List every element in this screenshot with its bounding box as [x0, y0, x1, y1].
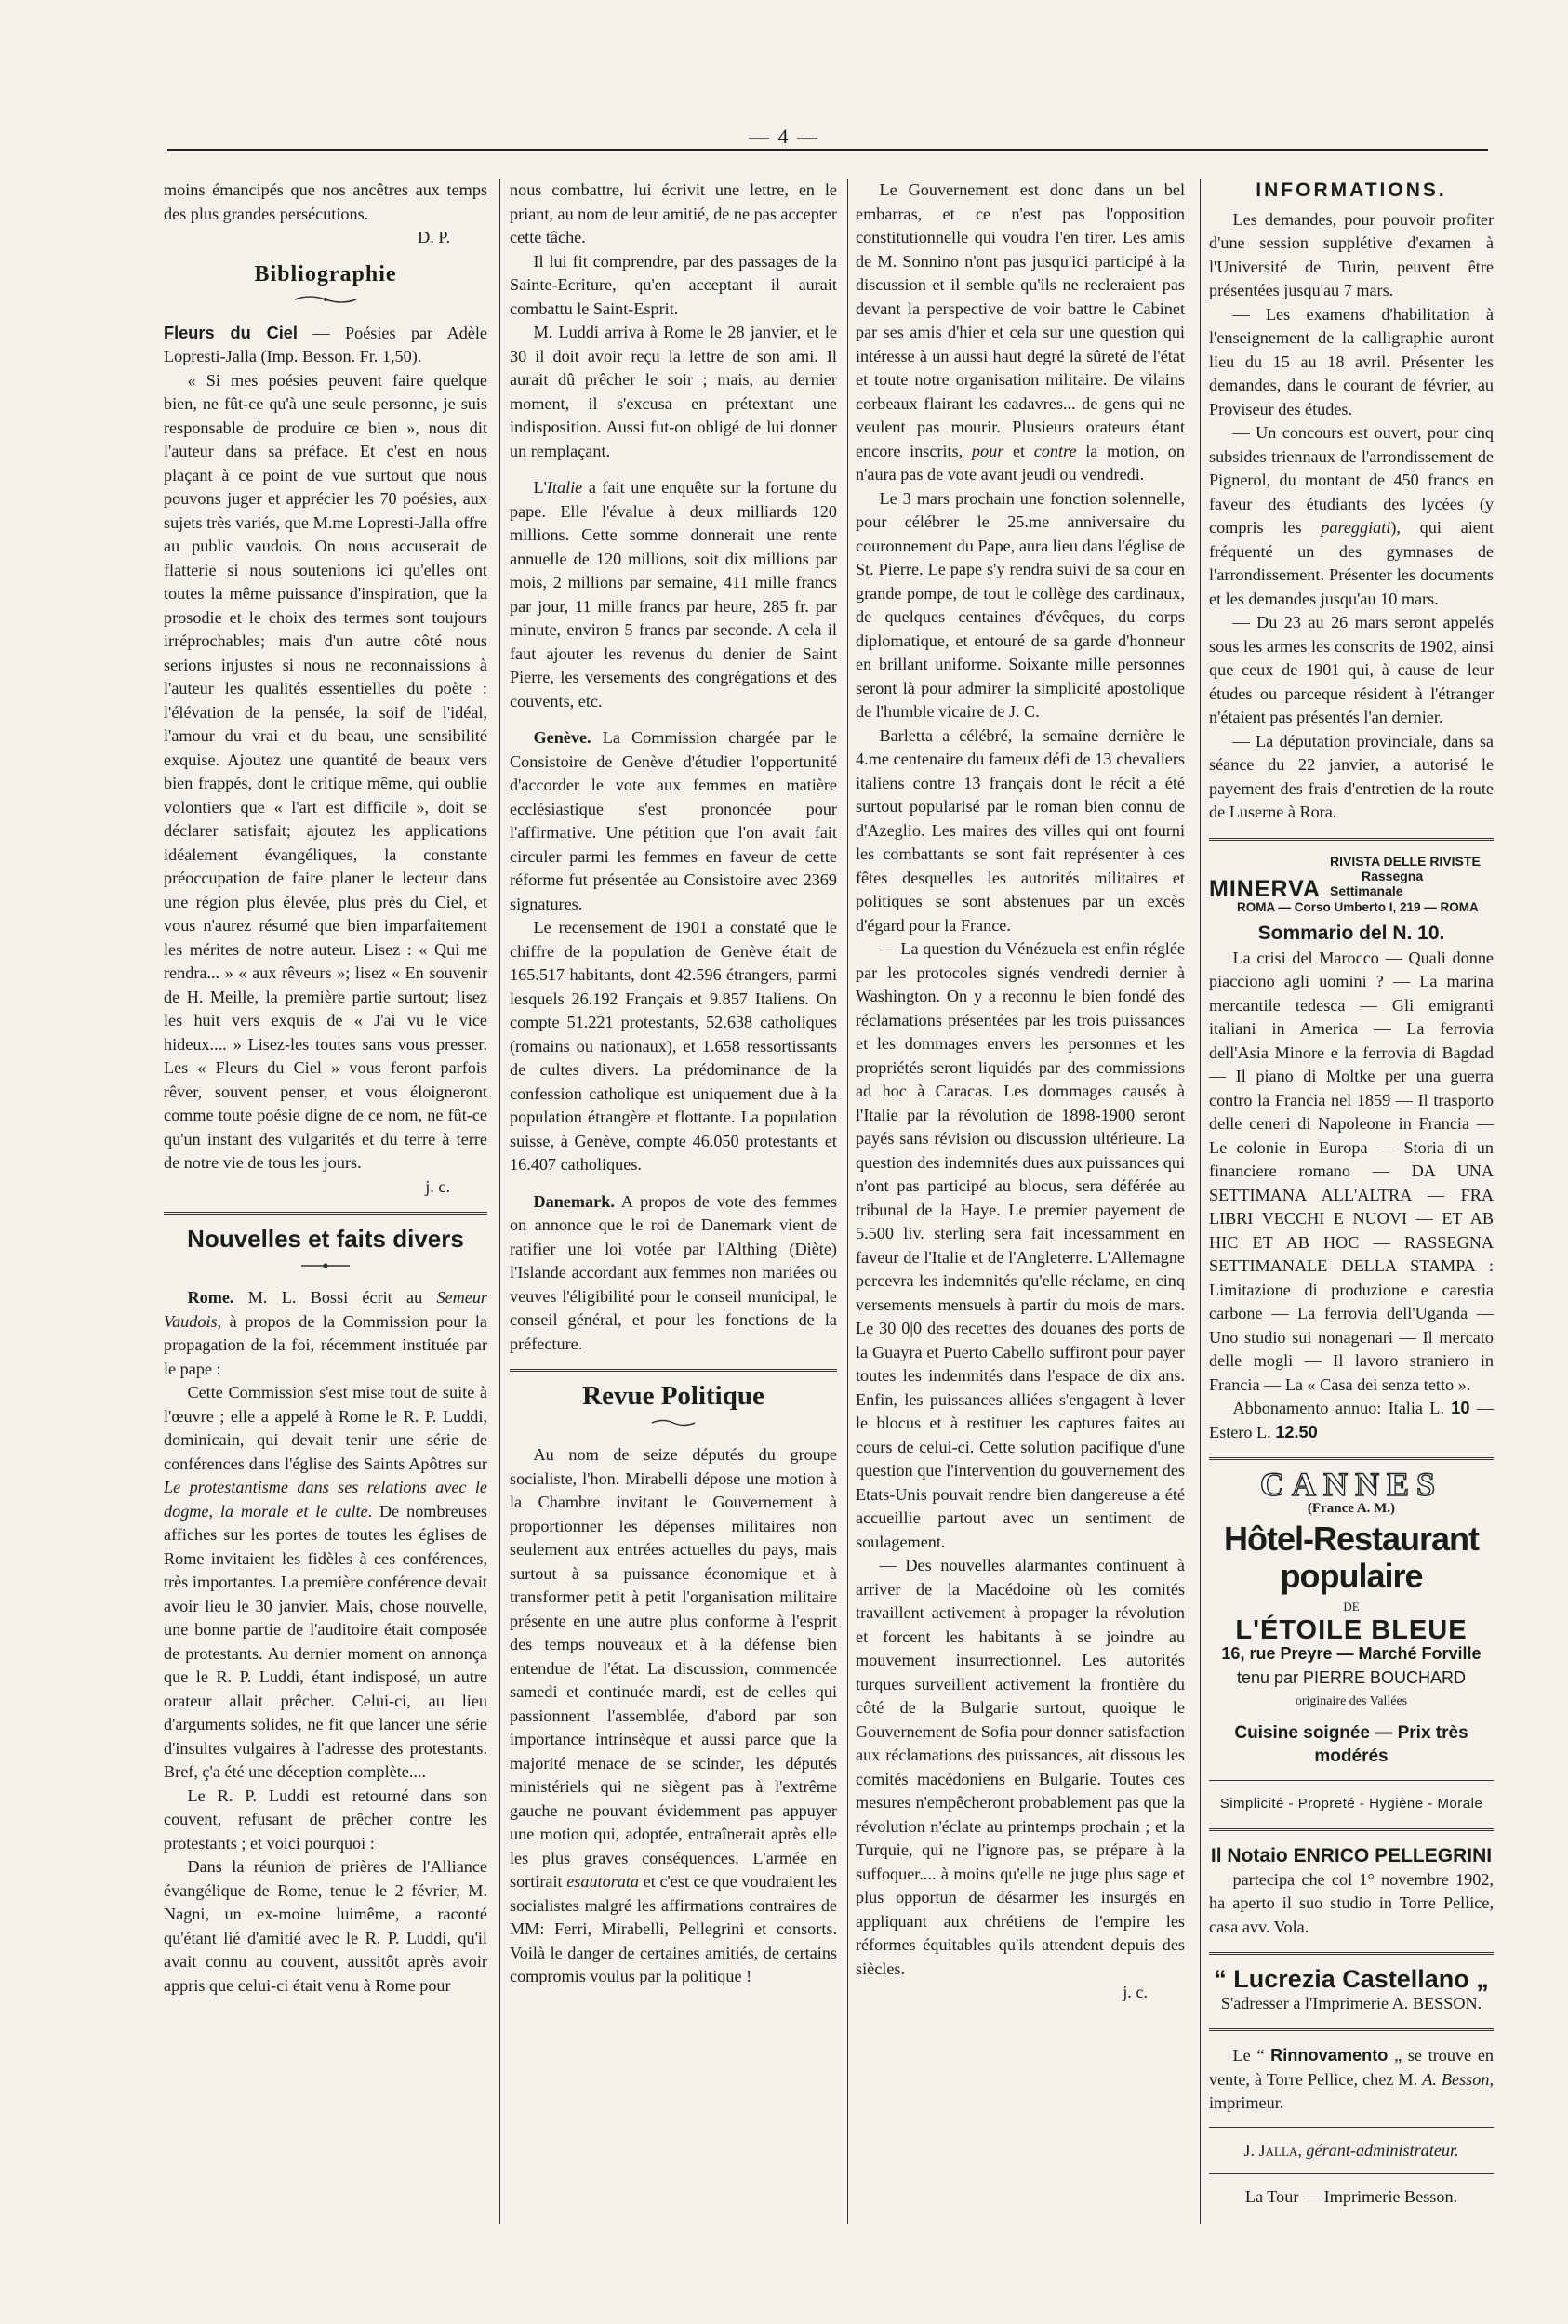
- section-heading-nouvelles: Nouvelles et faits divers: [187, 1225, 464, 1253]
- signature: D. P.: [418, 228, 450, 246]
- divider: [1209, 838, 1494, 841]
- divider: [510, 1369, 837, 1372]
- subscription: Abbonamento annuo: Italia L. 10 — Estero L. 12.50: [1209, 1399, 1495, 1441]
- divider: [1209, 2127, 1494, 2128]
- rinnovamento-notice: Le “ Rinnovamento „ se trouve en vente, à Torre Pellice, chez M. A. Besson, imprimeur.: [1209, 2046, 1494, 2112]
- divider: [1209, 1780, 1494, 1781]
- paragraph: — La députation provinciale, dans sa séance du 22 janvier, a autorisé le payement des frais d'entretien de la route de Luserne à Rora.: [1209, 731, 1494, 821]
- divider: [1209, 2028, 1494, 2031]
- minerva-address: ROMA — Corso Umberto I, 219 — ROMA: [1237, 899, 1479, 914]
- paragraph: — Du 23 au 26 mars seront appelés sous les armes les conscrits de 1902, ainsi que ceux de 1901 qui, à cause de leur études ou parceque résident à l'étranger n'étaient pas présentés l'an dernier.: [1209, 613, 1494, 726]
- gerant: J. Jalla, gérant-administrateur.: [1243, 2140, 1459, 2159]
- book-title: Fleurs du Ciel: [164, 323, 298, 342]
- place-lead: Rome.: [187, 1288, 234, 1307]
- header-rule: [167, 149, 1488, 151]
- hotel-advert: CANNES (France A. M.) Hôtel-Restaurant populaire DE L'ÉTOILE BLEUE 16, rue Preyre — Marché Forville tenu par PIERRE BOUCHARD originaire des Vallées Cuisine soignée — Prix très modérés Simplicité - Propreté - Hygiène - Morale: [1209, 1473, 1494, 1815]
- hotel-title: Hôtel-Restaurant populaire: [1223, 1520, 1480, 1595]
- cannes-title: CANNES: [1259, 1466, 1443, 1503]
- column-divider: [1200, 179, 1201, 2224]
- signature: j. c.: [1123, 1983, 1148, 2001]
- column-4: [1209, 179, 1494, 2210]
- paragraph: Le R. P. Luddi est retourné dans son couvent, refusant de prêcher contre les protestants ; et voici pourquoi :: [164, 1786, 487, 1853]
- sommario-text: La crisi del Marocco — Quali donne piacciono agli uomini ? — La marina mercantile tedesca — Gli emigranti italiani in America — La ferrovia dell'Asia Minore e la ferrovia di Bagdad — Il piano di Moltke per una guerra contro la Francia nel 1859 — Il trasporto delle ceneri di Napoleone in Francia — Le colonie in Europa — Storia di un financiere romano — DA UNA SETTIMANA ALL'ALTRA — FRA LIBRI VECCHI E NUOVI — ET AB HIC ET AB HOC — RASSEGNA SETTIMANALE DELLA STAMPA : Limitazione di produzione e carestia carbone — La ferrovia dell'Uganda — Uno studio sui nonagenari — Il mercato delle mogli — Il lavoro straniero in Francia — La « Casa dei senza tetto ».: [1209, 948, 1494, 1394]
- column-3: [856, 179, 1185, 2005]
- divider: [1209, 1952, 1494, 1955]
- column-2: [510, 179, 837, 1989]
- paragraph: Cette Commission s'est mise tout de suite à l'œuvre ; elle a appelé à Rome le R. P. Luddi, dominicain, qui devait tenir une série de conférences dans l'église des Saints Apôtres sur Le protestantisme dans ses relations avec le dogme, la morale et le culte. De nombreuses affiches sur les portes de toutes les églises de Rome invitaient les fidèles à ces conférences, très importantes. La première conférence devait avoir lieu le 30 janvier. Mais, chose nouvelle, une bonne partie de l'auditoire était composée de protestants. Au dernier moment on annonça que le R. P. Luddi, étant indisposé, un autre orateur allait prêcher. Celui-ci, au lieu d'arguments solides, ne fit que lancer une série d'insultes vulgaires à l'adresse des protestants. Bref, ç'a été une déception complète....: [164, 1383, 487, 1781]
- page-number: — 4 —: [749, 125, 819, 148]
- signature: j. c.: [425, 1176, 450, 1196]
- paragraph: Rome. M. L. Bossi écrit au Semeur Vaudois, à propos de la Commission pour la propagation de la foi, récemment instituée par le pape :: [164, 1288, 487, 1378]
- lucrezia-title: “ Lucrezia Castellano „: [1214, 1965, 1489, 1993]
- column-divider: [847, 179, 848, 2224]
- divider: [1209, 1457, 1494, 1460]
- section-heading-revue-politique: Revue Politique: [582, 1381, 764, 1411]
- paragraph: L'Italie a fait une enquête sur la fortune du pape. Elle l'évalue à deux milliards 120 millions. Cette somme donnerait une rente annuelle de 120 millions, soit dix millions par mois, 2 millions par semaine, 411 mille francs par jour, 11 mille francs par heure, 285 fr. par minute, environ 5 francs par seconde. A cela il faut ajouter les revenus du denier de Saint Pierre, les versements des congrégations et des couvents, etc.: [510, 478, 837, 710]
- paragraph: Le recensement de 1901 a constaté que le chiffre de la population de Genève était de 165.517 habitants, dont 42.596 étrangers, parmi lesquels 26.192 Français et 9.857 Italiens. On compte 51.221 protestants, 52.638 catholiques (romains ou nationaux), et 1.658 ressortissants de cultes divers. La prédominance de la confession catholique est uniquement due à la population étrangère et flottante. La population suisse, à Genève, compte 46.050 protestants et 16.407 catholiques.: [510, 918, 837, 1174]
- notaio-text: partecipa che col 1° novembre 1902, ha aperto il suo studio in Torre Pellice, casa avv. Vola.: [1209, 1869, 1494, 1936]
- column-1: [164, 179, 487, 1998]
- paragraph: Au nom de seize députés du groupe socialiste, l'hon. Mirabelli dépose une motion à la Chambre invitant le Gouvernement à proportionner les dépenses militaires non seulement aux entrées actuelles du pays, mais surtout à sa puissance économique et à transformer petit à petit l'organisation militaire présente en une autre plus conforme à l'esprit des temps nouveaux et à la défense bien entendue de l'état. La discussion, commencée samedi et continuée mardi, est de celles qui passionnent l'assemblée, d'abord par son importance intrinsèque et aussi parce que la majorité menace de se scinder, les députés ministériels qui ne siègent pas à l'extrême gauche ne pouvant évidemment pas appuyer une motion qui, adoptée, entraînerait après elle les plus graves conséquences. L'armée en sortirait esautorata et c'est ce que voudraient les socialistes malgré les affirmations contraires de MM: Ferri, Mirabelli, Pellegrini et consorts. Voilà le danger de certaines amitiés, de certains compromis voulus par la politique !: [510, 1445, 837, 1985]
- notaio-heading: Il Notaio ENRICO PELLEGRINI: [1210, 1845, 1493, 1866]
- paragraph: moins émancipés que nos ancêtres aux temps des plus grandes persécutions.: [164, 180, 487, 223]
- column-divider: [499, 179, 500, 2224]
- sommario-heading: Sommario del N. 10.: [1257, 922, 1445, 944]
- paragraph: — Des nouvelles alarmantes continuent à arriver de la Macédoine où les comités travaillent activement à propager la révolution et forcent les habitants à se joindre au mouvement insurrectionnel. Les autorités turques surveillent activement la frontière du côté de la Bulgarie surtout, quoique le Gouvernement de Sofia pour donner satisfaction aux réclamations des puissances, ait dissous les comités macédoniens en Bulgarie. Toutes ces mesures n'empêcheront probablement pas que la révolution n'éclate au printemps prochain ; et la Turquie, qui ne l'ignore pas, se prépare à la suffoquer.... à moins qu'elle ne juge plus sage et plus opportun de désarmer les insurgés en appliquant aux chrétiens de l'empire les réformes équitables qu'ils attendent depuis des siècles.: [856, 1556, 1185, 1978]
- ornament-icon: [164, 288, 487, 312]
- paragraph: Barletta a célébré, la semaine dernière le 4.me centenaire du fameux défi de 13 chevaliers italiens contre 13 français dont le récit a été surtout popularisé par le roman bien connu de d'Azeglio. Les maires des villes qui ont fourni les combattants se sont fait représenter à ces fêtes desquelles les autorités militaires et politiques se sont abstenues par un excès d'égard pour la France.: [856, 725, 1185, 935]
- paragraph: Le Gouvernement est donc dans un bel embarras, et ce n'est pas l'opposition constitutionnelle qui voudra l'en tirer. Les amis de M. Sonnino n'ont pas jusqu'ici participé à la discussion et il semble qu'ils ne recleraient pas devant la perspective de voir battre le Cabinet par ses amis d'hier et cela sur une question qui intéresse à un aussi haut degré la sûreté de l'état et toute notre organisation militaire. De vilains corbeaux flairant les cadavres... de gens qui ne veulent pas mourir. Plusieurs orateurs étant encore inscrits, pour et contre la motion, on n'aura pas de vote avant jeudi ou vendredi.: [856, 180, 1185, 484]
- paragraph: Danemark. A propos de vote des femmes on annonce que le roi de Danemark vient de ratifier une loi votée par l'Althing (Diète) l'Islande accordant aux femmes non mariées ou veuves l'éligibilité pour le conseil municipal, le conseil général, et pour les fonctions de la préfecture.: [510, 1191, 837, 1353]
- divider: [164, 1212, 487, 1215]
- ornament-icon: [510, 1411, 837, 1435]
- paragraph: — Les examens d'habilitation à l'enseignement de la calligraphie auront lieu du 15 au 18 avril. Présenter les demandes, dans le courant de février, au Proviseur des études.: [1209, 304, 1494, 418]
- minerva-name: MINERVA: [1209, 875, 1321, 902]
- paragraph: Dans la réunion de prières de l'Alliance évangélique de Rome, tenue le 2 février, M. Nagni, un ex-moine luimême, a raconté qu'étant lié d'amitié avec le R. P. Luddi, qu'il avait connu au couvent, aussitôt après avoir appris que celui-ci était venu à Rome pour: [164, 1857, 487, 1995]
- paragraph: « Si mes poésies peuvent faire quelque bien, ne fût-ce qu'à une seule personne, je suis responsable de produire ce bien », nous dit l'auteur dans sa préface. Et c'est en nous plaçant à ce point de vue surtout que nous pouvons juger et apprécier les 70 poésies, aux sujets très variés, que M.me Lopresti-Jalla offre au public vaudois. On nous accuserait de flatterie si nous soutenions ici qu'elles ont toutes la même puissance d'inspiration, que la prosodie et le choix des termes sont toujours irréprochables; mais d'un autre côté nous serions injustes si nous ne reconnaissions à l'auteur les qualités essentielles du poète : l'élévation de la pensée, la soif de l'idéal, l'amour du vrai et du beau, une sensibilité exquise. Ajoutez une quantité de beaux vers bien frappés, dont le critique même, qui oublie volontiers que « l'art est difficile », doit se déclarer satisfait; ajoutez les applications idéalement évangéliques, la constante préoccupation de faire planer le lecteur dans une région plus élevée, plus près du Ciel, et vous n'aurez résumé que bien imparfaitement les mérites de notre auteur. Lisez : « Qui me rendra... » « aux rêveurs »; lisez « En souvenir de H. Meille, la première partie surtout; lisez les huit vers exquis de « J'ai vu le vice hideux.... » Lisez-les toutes sans vous presser. Les « Fleurs du Ciel » vous feront parfois rêver, souvent penser, et vous éloigneront comme toute poésie digne de ce nom, ne fût-ce qu'un instant des vulgarités et du terre à terre de notre vie de tous les jours.: [164, 370, 487, 1172]
- paragraph: M. Luddi arriva à Rome le 28 janvier, et le 30 il doit avoir reçu la lettre de son ami. Il aurait dû prêcher le soir ; mais, au dernier moment, il s'excusa en prétextant une indisposition. Aussi fut-on obligé de lui donner un remplaçant.: [510, 323, 837, 460]
- divider: [1209, 1828, 1494, 1831]
- paragraph: Le 3 mars prochain une fonction solennelle, pour célébrer le 25.me anniversaire du couronnement du Pape, aura lieu dans l'église de St. Pierre. Le pape s'y rendra suivi de sa cour en grande pompe, de tout le collège des cardinaux, de quelques centaines d'évêques, du corps diplomatique, et entouré de sa garde d'honneur en brillant uniforme. Soixante mille personnes seront là pour admirer la simplicité apostolique de l'humble vicaire de J. C.: [856, 488, 1185, 721]
- paragraph: — La question du Vénézuela est enfin réglée par les protocoles signés vendredi dernier à Washington. On y a reconnu le bien fondé des réclamations présentées par les trois puissances et les dommages envers les personnes et les propriétés seront liquidés par des commissions ad hoc à Caracas. Les dommages causés à l'Italie par la révolution de 1898-1900 seront payés sans révision ou discussion ultérieure. La question des indemnités dues aux puissances qui n'ont pas participé au blocus, sera déférée au tribunal de la Haye. Le premier payement de 5.500 liv. sterling sera fait incessamment en faveur de l'Italie et de l'Angleterre. L'Allemagne percevra les indemnités qu'elle réclame, en cinq versements mensuels à partir du mois de mars. Le 30 0|0 des recettes des douanes des ports de la Guayra et Puerto Cabello suffiront pour payer toutes les indemnités dans l'espace de dix ans. Enfin, les puissances alliées s'engagent à lever le blocus et à restituer les captures faites au cours de celui-ci. Cette solution pacifique d'une question que l'intervention du gouvernement des Etats-Unis pouvait rendre bien dangereuse a été accueillie partout avec un sentiment de soulagement.: [856, 939, 1185, 1551]
- paragraph: Genève. La Commission chargée par le Consistoire de Genève d'étudier l'opportunité d'accorder le vote aux femmes en matière ecclésiastique s'est prononcée pour l'affirmative. Une pétition que l'on avait fait circuler parmi les femmes en faveur de cette réforme fut présentée au Consistoire avec 2369 signatures.: [510, 728, 837, 913]
- book-entry: [164, 322, 487, 369]
- paragraph: Il lui fit comprendre, par des passages de la Sainte-Ecriture, qu'en acceptant il aurait combattu le Saint-Esprit.: [510, 251, 837, 318]
- imprint: La Tour — Imprimerie Besson.: [1244, 2187, 1458, 2206]
- place-lead: Danemark.: [533, 1191, 615, 1211]
- ornament-icon: [164, 1254, 487, 1278]
- minerva-advert: MINERVA RIVISTA DELLE RIVISTE Rassegna Settimanale ROMA — Corso Umberto I, 219 — ROMA Sommario del N. 10.: [1209, 854, 1494, 943]
- lucrezia-sub: S'adresser a l'Imprimerie A. BESSON.: [1220, 1993, 1482, 2012]
- divider: [1209, 2173, 1494, 2174]
- section-heading-informations: INFORMATIONS.: [1256, 179, 1447, 201]
- paragraph: Les demandes, pour pouvoir profiter d'une session supplétive d'examen à l'Université de Turin, peuvent être présentées jusqu'au 7 mars.: [1209, 209, 1494, 299]
- paragraph: nous combattre, lui écrivit une lettre, en le priant, au nom de leur amitié, de ne pas accepter cette tâche.: [510, 180, 837, 246]
- hotel-name: L'ÉTOILE BLEUE: [1235, 1614, 1468, 1645]
- paragraph: — Un concours est ouvert, pour cinq subsides triennaux de l'arrondissement de Pignerol, du montant de 450 francs en faveur des étudiants des lycées (y compris les pareggiati), qui aient fréquenté un des gymnases de l'arrondissement. Présenter les documents et les demandes jusqu'au 10 mars.: [1209, 423, 1494, 608]
- place-lead: Genève.: [533, 728, 591, 747]
- book-info: — Poésies par Adèle Lopresti-Jalla (Imp. Besson. Fr. 1,50).: [164, 323, 487, 365]
- section-heading-bibliographie: Bibliographie: [254, 261, 397, 286]
